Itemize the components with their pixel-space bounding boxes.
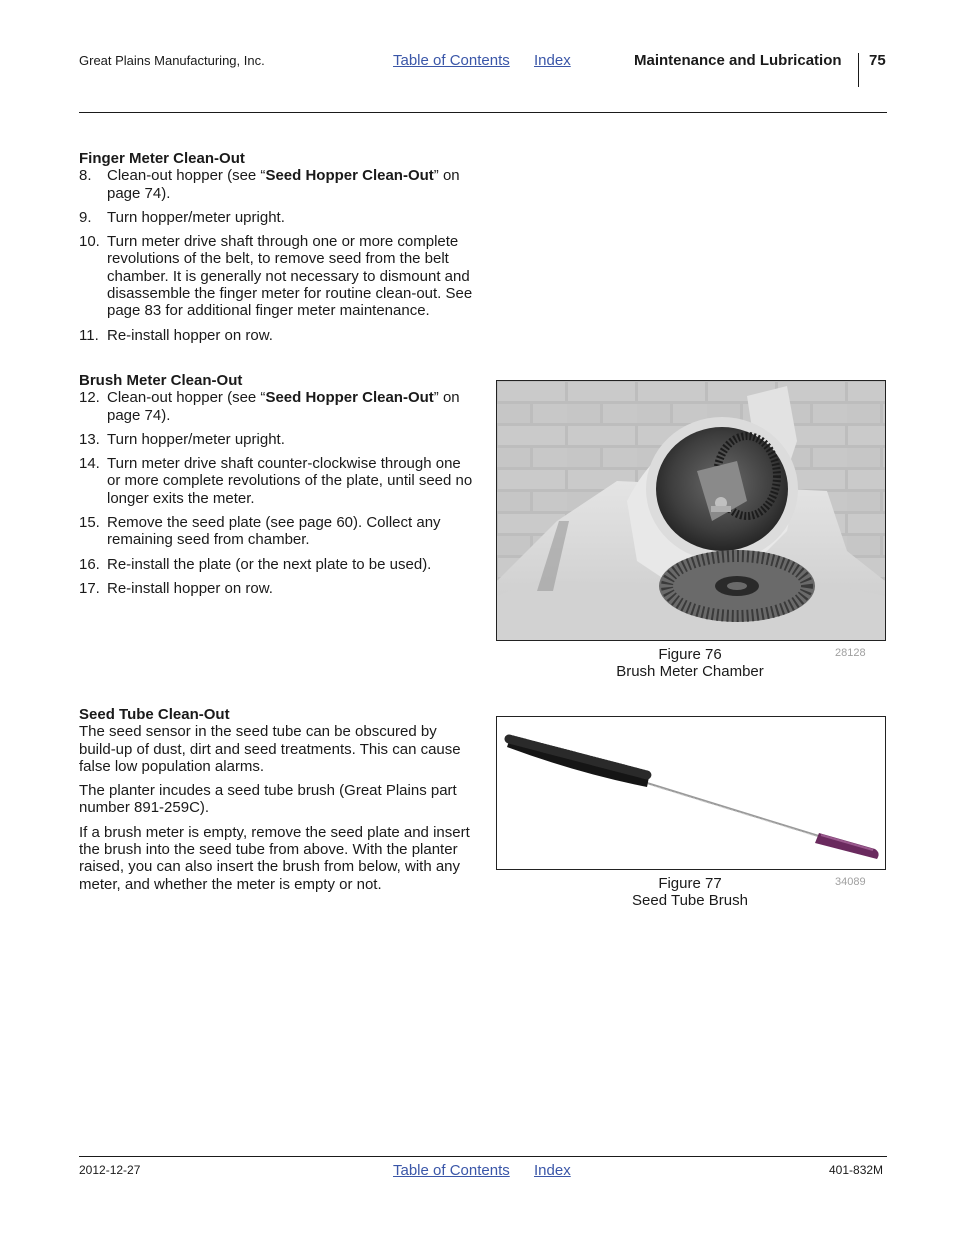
step-text-pre: Clean-out hopper (see “ (107, 389, 266, 407)
step-16 (79, 556, 474, 573)
figure-76-image (496, 380, 886, 641)
footer-rule (79, 1156, 887, 1157)
step-13 (79, 431, 474, 448)
step-10 (79, 233, 474, 319)
header-divider (858, 53, 859, 87)
step-number: 8. (79, 167, 92, 185)
step-text: Re-install hopper on row. (107, 579, 273, 597)
step-number: 16. (79, 555, 100, 573)
footer-index-link[interactable]: Index (534, 1162, 571, 1179)
brush-meter-heading: Brush Meter Clean-Out (79, 372, 243, 389)
step-number: 17. (79, 579, 100, 597)
step-11 (79, 327, 474, 344)
step-number: 15. (79, 514, 100, 532)
step-number: 10. (79, 233, 100, 251)
footer-toc-link[interactable]: Table of Contents (393, 1162, 510, 1179)
page-number: 75 (869, 52, 886, 69)
step-text: Turn meter drive shaft counter-clockwise through one or more complete revolutions of the plate, until seed no longer exits the meter. (107, 455, 473, 507)
step-text-pre: Clean-out hopper (see “ (107, 167, 266, 185)
header-rule (79, 112, 887, 113)
step-17 (79, 580, 474, 597)
figure-77-title: Seed Tube Brush (632, 892, 748, 909)
step-text: Re-install hopper on row. (107, 326, 273, 344)
step-number: 13. (79, 430, 100, 448)
brush-meter-section (79, 372, 474, 597)
figure-77-number: 34089 (835, 876, 866, 888)
seed-tube-paragraph-3: If a brush meter is empty, remove the seed plate and insert the brush into the seed tube from above. With the planter raised, you can also insert the brush from below, with any meter, and whether the meter is empty or not. (79, 823, 470, 893)
seed-tube-brush-photo (497, 717, 885, 869)
step-text: Re-install the plate (or the next plate to be used). (107, 555, 432, 573)
step-text: Turn meter drive shaft through one or more complete revolutions of the belt, to remove seed from the belt chamber. It is generally not necessary to dismount and disassemble the finger meter for routine clean-out. See page 83 for additional finger meter maintenance. (107, 233, 473, 320)
step-14 (79, 455, 474, 507)
document-number: 401-832M (829, 1163, 884, 1177)
figure-76-number: 28128 (835, 647, 866, 659)
header-index-link[interactable]: Index (534, 52, 571, 69)
company-name: Great Plains Manufacturing, Inc. (79, 53, 265, 68)
step-text: Turn hopper/meter upright. (107, 208, 285, 226)
seed-tube-heading: Seed Tube Clean-Out (79, 706, 230, 723)
finger-meter-heading: Finger Meter Clean-Out (79, 150, 245, 167)
seed-tube-paragraph-2: The planter incudes a seed tube brush (Great Plains part number 891-259C). (79, 782, 457, 817)
figure-76-title: Brush Meter Chamber (616, 663, 764, 680)
step-number: 14. (79, 455, 100, 473)
footer-date: 2012-12-27 (79, 1163, 141, 1177)
step-15 (79, 514, 474, 549)
step-text-post: ” on page 74). (107, 389, 460, 424)
step-12 (79, 389, 474, 424)
step-text-post: ” on page 74). (107, 167, 460, 202)
step-text: Turn hopper/meter upright. (107, 430, 285, 448)
finger-meter-section (79, 150, 474, 344)
seed-tube-paragraph-1: The seed sensor in the seed tube can be obscured by build-up of dust, dirt and seed treatments. This can cause false low population alarms. (79, 723, 461, 775)
section-title: Maintenance and Lubrication (634, 52, 842, 69)
step-number: 12. (79, 389, 100, 407)
figure-76-label: Figure 76 (658, 646, 722, 663)
seed-tube-section (79, 706, 474, 893)
step-text (107, 389, 474, 424)
brush-meter-chamber-photo (497, 381, 885, 640)
step-number: 9. (79, 208, 92, 226)
step-9 (79, 209, 474, 226)
seed-hopper-ref: Seed Hopper Clean-Out (265, 389, 434, 407)
seed-hopper-ref: Seed Hopper Clean-Out (265, 167, 434, 185)
step-text: Remove the seed plate (see page 60). Collect any remaining seed from chamber. (107, 514, 441, 549)
step-text (107, 167, 474, 202)
step-8 (79, 167, 474, 202)
figure-77-image (496, 716, 886, 870)
step-number: 11. (79, 326, 99, 344)
header-toc-link[interactable]: Table of Contents (393, 52, 510, 69)
figure-77-label: Figure 77 (658, 875, 722, 892)
